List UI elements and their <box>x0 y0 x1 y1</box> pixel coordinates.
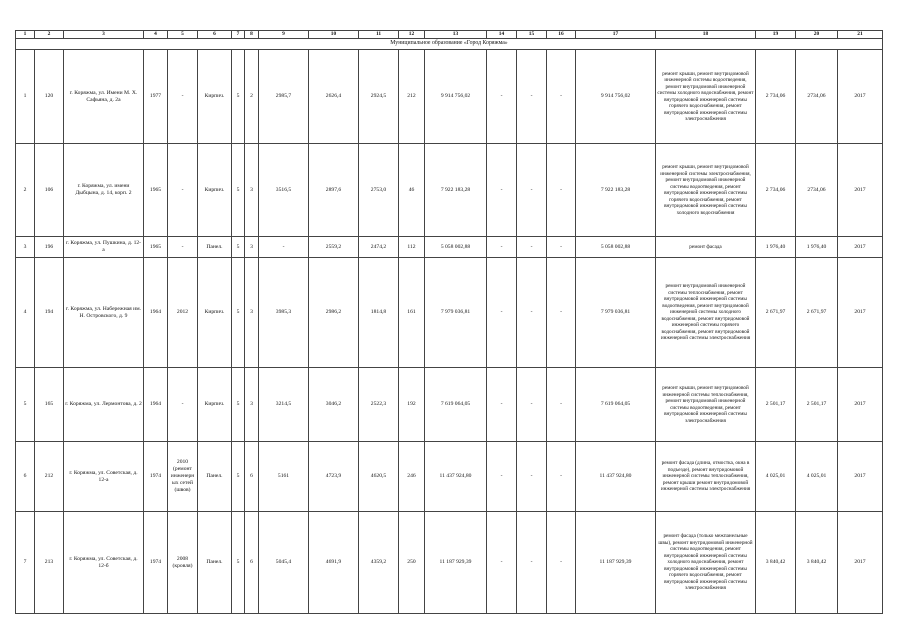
cell-residents: 192 <box>399 368 425 442</box>
cell-wall-material: Панел. <box>198 442 232 512</box>
cell-max-unit-cost: 4 025,01 <box>796 442 838 512</box>
cell-plan-year: 2017 <box>838 237 883 258</box>
cell-total-area: - <box>259 237 309 258</box>
cell-entrances: 2 <box>245 50 259 144</box>
cell-fund-b: - <box>517 512 547 614</box>
cell-fund-c: - <box>547 442 576 512</box>
cell-wall-material: Кирпич. <box>198 144 232 237</box>
cell-premises-area: 2986,2 <box>309 258 359 368</box>
cell-fund-a: - <box>487 368 517 442</box>
cell-entrances: 6 <box>245 512 259 614</box>
table-row <box>16 368 883 442</box>
cell-unit-cost: 2 501,17 <box>756 368 796 442</box>
cell-house-id: 212 <box>35 442 64 512</box>
cell-house-id: 120 <box>35 50 64 144</box>
cell-residents: 246 <box>399 442 425 512</box>
cell-index: 3 <box>16 237 35 258</box>
cell-last-repair: 2012 <box>168 258 198 368</box>
cell-last-repair: - <box>168 144 198 237</box>
cell-last-repair: 2008 (кровля) <box>168 512 198 614</box>
cell-works-list: ремонт фасада (длина, отмостка, окна в подъезде), ремонт внутридомовой инженерной системы теплоснабжения, ремонт крыши ремонт внутридомовой инженерной системы электроснабжения <box>656 442 756 512</box>
cell-entrances: 3 <box>245 368 259 442</box>
cell-fund-a: - <box>487 442 517 512</box>
cell-entrances: 3 <box>245 258 259 368</box>
cell-floors: 5 <box>232 512 245 614</box>
col-num: 10 <box>309 31 359 39</box>
cell-total-area: 2985,7 <box>259 50 309 144</box>
table-row <box>16 50 883 144</box>
cell-cost-total: 9 914 756,02 <box>425 50 487 144</box>
cell-residential-area: 2753,0 <box>359 144 399 237</box>
cell-fund-c: - <box>547 258 576 368</box>
cell-owners-funds: 9 914 756,02 <box>576 50 656 144</box>
cell-residential-area: 1814,8 <box>359 258 399 368</box>
col-num: 7 <box>232 31 245 39</box>
cell-last-repair: - <box>168 237 198 258</box>
cell-wall-material: Кирпич. <box>198 258 232 368</box>
cell-index: 5 <box>16 368 35 442</box>
cell-entrances: 3 <box>245 144 259 237</box>
cell-total-area: 5045,4 <box>259 512 309 614</box>
cell-cost-total: 7 922 183,28 <box>425 144 487 237</box>
cell-floors: 5 <box>232 258 245 368</box>
cell-year-built: 1974 <box>144 442 168 512</box>
col-num: 14 <box>487 31 517 39</box>
cell-residents: 250 <box>399 512 425 614</box>
cell-wall-material: Панел. <box>198 237 232 258</box>
cell-floors: 5 <box>232 50 245 144</box>
cell-max-unit-cost: 2 501,17 <box>796 368 838 442</box>
cell-max-unit-cost: 3 840,42 <box>796 512 838 614</box>
cell-total-area: 3985,3 <box>259 258 309 368</box>
col-num: 8 <box>245 31 259 39</box>
col-num: 21 <box>838 31 883 39</box>
cell-premises-area: 4723,9 <box>309 442 359 512</box>
cell-cost-total: 7 979 036,81 <box>425 258 487 368</box>
col-num: 19 <box>756 31 796 39</box>
cell-cost-total: 5 058 002,88 <box>425 237 487 258</box>
cell-fund-c: - <box>547 144 576 237</box>
col-num: 4 <box>144 31 168 39</box>
col-num: 20 <box>796 31 838 39</box>
col-num: 1 <box>16 31 35 39</box>
document-page <box>15 30 882 614</box>
cell-unit-cost: 2 734,06 <box>756 144 796 237</box>
col-num: 11 <box>359 31 399 39</box>
cell-unit-cost: 2 734,06 <box>756 50 796 144</box>
cell-residential-area: 2474,2 <box>359 237 399 258</box>
col-num: 2 <box>35 31 64 39</box>
cell-address: г. Коряжма, ул. Пушкина, д. 12-а <box>64 237 144 258</box>
col-num: 15 <box>517 31 547 39</box>
cell-residents: 161 <box>399 258 425 368</box>
cell-address: г. Коряжма, ул. Лермонтова, д. 2 <box>64 368 144 442</box>
cell-works-list: ремонт фасада (только межпанельные швы), ремонт внутридомовой инженерной системы водоотведения, ремонт внутридомовой инженерной системы холодного водоснабжения, ремонт внутридомовой инженерной системы горячего водоснабжения, ремонт внутридомовой инженерной системы электроснабжения <box>656 512 756 614</box>
cell-premises-area: 4691,9 <box>309 512 359 614</box>
cell-index: 1 <box>16 50 35 144</box>
municipality-row <box>16 39 883 50</box>
cell-fund-b: - <box>517 368 547 442</box>
cell-works-list: ремонт внутридомовой инженерной системы теплоснабжения, ремонт внутридомовой инженерной системы водоотведения, ремонт внутридомовой инженерной системы холодного водоснабжения, ремонт внутридомовой инженерной системы горячего водоснабжения, ремонт внутридомовой инженерной системы электроснабжения <box>656 258 756 368</box>
cell-year-built: 1965 <box>144 237 168 258</box>
cell-residential-area: 4620,5 <box>359 442 399 512</box>
cell-works-list: ремонт крыши, ремонт внутридомовой инженерной системы теплоснабжения, ремонт внутридомовой инженерной системы водоотведения, ремонт внутридомовой инженерной системы электроснабжения <box>656 368 756 442</box>
col-num: 9 <box>259 31 309 39</box>
cell-entrances: 3 <box>245 237 259 258</box>
cell-address: г. Коряжма, ул. имени Дыбцына, д. 14, корп. 2 <box>64 144 144 237</box>
cell-unit-cost: 4 025,01 <box>756 442 796 512</box>
col-num: 13 <box>425 31 487 39</box>
municipality-title: Муниципальное образование «Город Коряжма» <box>16 39 883 50</box>
cell-fund-b: - <box>517 50 547 144</box>
table-row <box>16 237 883 258</box>
cell-house-id: 194 <box>35 258 64 368</box>
cell-max-unit-cost: 2 671,97 <box>796 258 838 368</box>
cell-fund-b: - <box>517 237 547 258</box>
cell-residential-area: 2924,5 <box>359 50 399 144</box>
cell-unit-cost: 1 976,40 <box>756 237 796 258</box>
cell-address: г. Коряжма, ул. Набережная им. Н. Островского, д. 9 <box>64 258 144 368</box>
column-number-row <box>16 31 883 39</box>
table-row <box>16 258 883 368</box>
cell-premises-area: 3046,2 <box>309 368 359 442</box>
cell-house-id: 196 <box>35 237 64 258</box>
cell-index: 7 <box>16 512 35 614</box>
cell-last-repair: - <box>168 50 198 144</box>
cell-cost-total: 7 619 064,05 <box>425 368 487 442</box>
cell-owners-funds: 7 619 064,05 <box>576 368 656 442</box>
cell-total-area: 5161 <box>259 442 309 512</box>
table-row <box>16 144 883 237</box>
cell-floors: 5 <box>232 237 245 258</box>
cell-index: 6 <box>16 442 35 512</box>
cell-works-list: ремонт крыши, ремонт внутридомовой инженерной системы электроснабжения, ремонт внутридомовой инженерной системы водоотведения, ремонт внутридомовой инженерной системы горячего водоснабжения, ремонт внутридомовой инженерной системы холодного водоснабжения <box>656 144 756 237</box>
cell-fund-a: - <box>487 144 517 237</box>
col-num: 16 <box>547 31 576 39</box>
cell-fund-b: - <box>517 442 547 512</box>
col-num: 17 <box>576 31 656 39</box>
cell-year-built: 1964 <box>144 368 168 442</box>
cell-premises-area: 2559,2 <box>309 237 359 258</box>
cell-max-unit-cost: 2734,06 <box>796 50 838 144</box>
cell-year-built: 1964 <box>144 258 168 368</box>
cell-wall-material: Кирпич. <box>198 50 232 144</box>
cell-house-id: 165 <box>35 368 64 442</box>
cell-floors: 5 <box>232 144 245 237</box>
col-num: 18 <box>656 31 756 39</box>
cell-index: 2 <box>16 144 35 237</box>
cell-unit-cost: 3 840,42 <box>756 512 796 614</box>
col-num: 12 <box>399 31 425 39</box>
cell-premises-area: 2897,6 <box>309 144 359 237</box>
cell-fund-c: - <box>547 237 576 258</box>
col-num: 6 <box>198 31 232 39</box>
cell-address: г. Коряжма, ул. Имени М. Х. Сафьяна, д. 2а <box>64 50 144 144</box>
cell-year-built: 1974 <box>144 512 168 614</box>
cell-year-built: 1977 <box>144 50 168 144</box>
cell-fund-a: - <box>487 50 517 144</box>
table-row <box>16 512 883 614</box>
cell-owners-funds: 7 979 036,81 <box>576 258 656 368</box>
cell-fund-c: - <box>547 368 576 442</box>
cell-index: 4 <box>16 258 35 368</box>
cell-residents: 46 <box>399 144 425 237</box>
table-row <box>16 442 883 512</box>
cell-residents: 112 <box>399 237 425 258</box>
cell-house-id: 213 <box>35 512 64 614</box>
cell-owners-funds: 5 058 002,88 <box>576 237 656 258</box>
cell-floors: 5 <box>232 442 245 512</box>
cell-plan-year: 2017 <box>838 50 883 144</box>
cell-plan-year: 2017 <box>838 442 883 512</box>
cell-floors: 5 <box>232 368 245 442</box>
cell-owners-funds: 7 922 183,28 <box>576 144 656 237</box>
cell-plan-year: 2017 <box>838 512 883 614</box>
cell-cost-total: 11 187 929,39 <box>425 512 487 614</box>
cell-residents: 212 <box>399 50 425 144</box>
cell-fund-a: - <box>487 258 517 368</box>
cell-plan-year: 2017 <box>838 144 883 237</box>
cell-plan-year: 2017 <box>838 258 883 368</box>
cell-last-repair: - <box>168 368 198 442</box>
cell-year-built: 1965 <box>144 144 168 237</box>
cell-fund-c: - <box>547 50 576 144</box>
cell-address: г. Коряжма, ул. Советская, д. 12-а <box>64 442 144 512</box>
cell-fund-a: - <box>487 512 517 614</box>
cell-residential-area: 4359,2 <box>359 512 399 614</box>
cell-max-unit-cost: 1 976,40 <box>796 237 838 258</box>
cell-owners-funds: 11 437 924,80 <box>576 442 656 512</box>
col-num: 5 <box>168 31 198 39</box>
cell-works-list: ремонт крыши, ремонт внутридомовой инженерной системы водоотведения, ремонт внутридомовой инженерной системы холодного водоснабжения, ремонт внутридомовой инженерной системы горячего водоснабжения, ремонт внутридомовой инженерной системы электроснабжения <box>656 50 756 144</box>
cell-residential-area: 2522,3 <box>359 368 399 442</box>
cell-fund-a: - <box>487 237 517 258</box>
cell-fund-b: - <box>517 144 547 237</box>
cell-plan-year: 2017 <box>838 368 883 442</box>
cell-address: г. Коряжма, ул. Советская, д. 12-б <box>64 512 144 614</box>
cell-cost-total: 11 437 924,80 <box>425 442 487 512</box>
cell-fund-c: - <box>547 512 576 614</box>
cell-wall-material: Панел. <box>198 512 232 614</box>
cell-total-area: 3214,5 <box>259 368 309 442</box>
cell-house-id: 106 <box>35 144 64 237</box>
cell-unit-cost: 2 671,97 <box>756 258 796 368</box>
cell-total-area: 3516,5 <box>259 144 309 237</box>
cell-max-unit-cost: 2734,06 <box>796 144 838 237</box>
cell-last-repair: 2010 (ремонт инженерных сетей (швов) <box>168 442 198 512</box>
cell-entrances: 6 <box>245 442 259 512</box>
cell-fund-b: - <box>517 258 547 368</box>
cell-owners-funds: 11 187 929,39 <box>576 512 656 614</box>
capital-repair-table <box>15 30 883 614</box>
cell-works-list: ремонт фасада <box>656 237 756 258</box>
col-num: 3 <box>64 31 144 39</box>
cell-premises-area: 2626,4 <box>309 50 359 144</box>
cell-wall-material: Кирпич. <box>198 368 232 442</box>
